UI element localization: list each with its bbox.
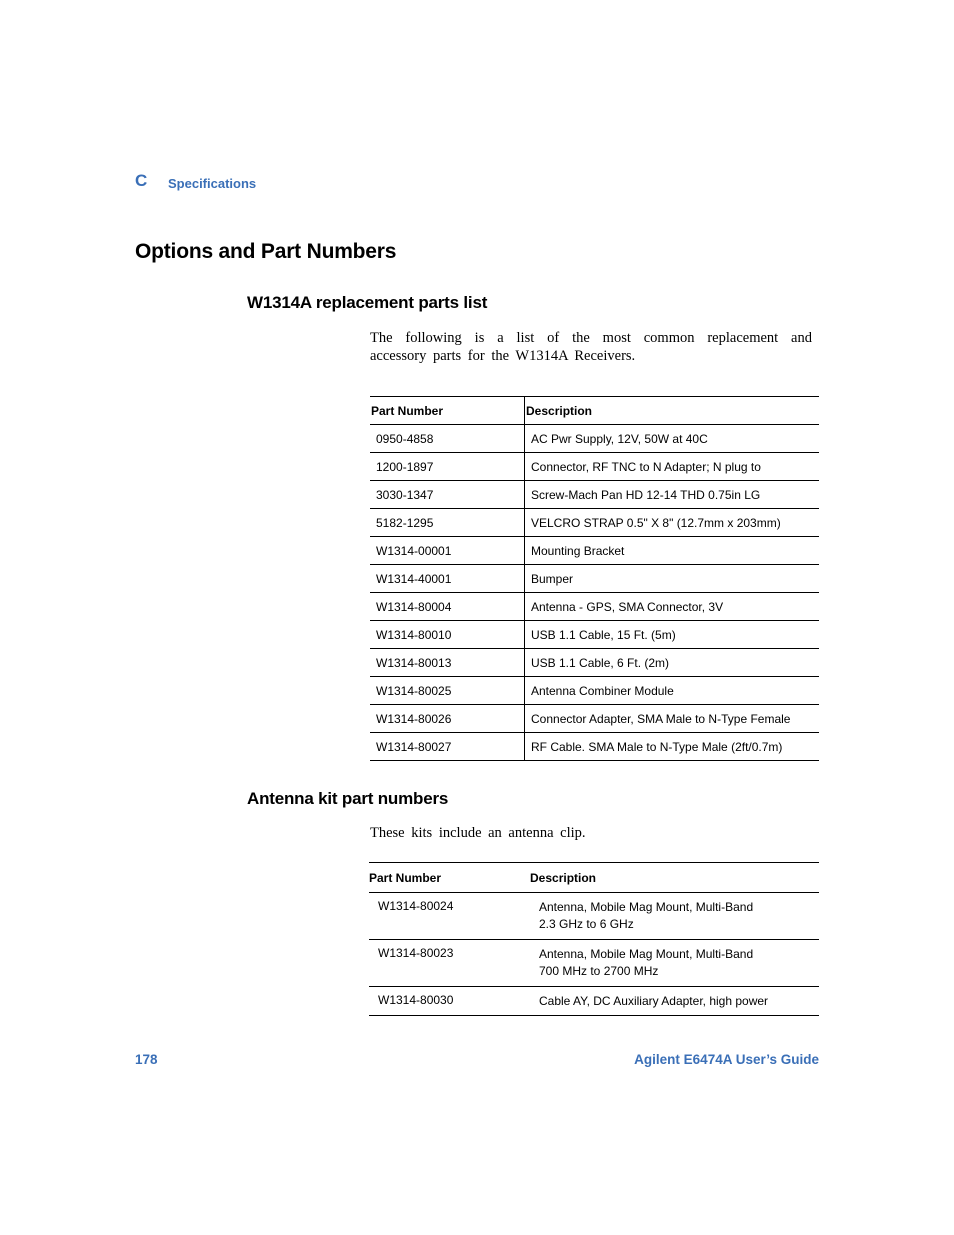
table-row (370, 705, 819, 733)
description-line: Antenna, Mobile Mag Mount, Multi-Band (539, 947, 754, 961)
antenna-kits-intro: These kits include an antenna clip. (370, 825, 586, 841)
description-cell: Connector Adapter, SMA Male to N-Type Female (531, 711, 791, 726)
table-row (370, 593, 819, 621)
table-row (370, 481, 819, 509)
part-number-cell: 1200-1897 (370, 453, 525, 481)
description-cell: Mounting Bracket (531, 543, 625, 558)
description-cell: USB 1.1 Cable, 15 Ft. (5m) (531, 627, 676, 642)
part-number-cell: W1314-80030 (378, 993, 454, 1007)
replacement-parts-intro: The following is a list of the most common replacement and accessory parts for the W1314A Receivers. (370, 330, 812, 364)
part-number-cell: W1314-80024 (378, 899, 454, 913)
part-number-cell: W1314-80013 (370, 649, 525, 677)
table-header-row (370, 397, 819, 425)
column-header-part-number: Part Number (370, 397, 525, 425)
table-row (370, 537, 819, 565)
table-row (370, 733, 819, 761)
description-line: 2.3 GHz to 6 GHz (539, 917, 634, 931)
table-row (369, 940, 819, 987)
part-number-cell: 3030-1347 (370, 481, 525, 509)
antenna-kits-heading: Antenna kit part numbers (247, 789, 449, 808)
table-row (370, 649, 819, 677)
part-number-cell: W1314-80025 (370, 677, 525, 705)
part-number-cell: W1314-00001 (370, 537, 525, 565)
description-cell: VELCRO STRAP 0.5" X 8" (12.7mm x 203mm) (531, 515, 781, 530)
table-row (370, 509, 819, 537)
description-cell (530, 940, 819, 987)
part-number-cell: 5182-1295 (370, 509, 525, 537)
description-cell: Screw-Mach Pan HD 12-14 THD 0.75in LG (531, 487, 761, 502)
table-row (370, 621, 819, 649)
table-row (369, 893, 819, 940)
description-cell: USB 1.1 Cable, 6 Ft. (2m) (531, 655, 670, 670)
description-cell: Bumper (531, 571, 574, 586)
description-cell: Antenna - GPS, SMA Connector, 3V (531, 599, 724, 614)
description-cell: Antenna Combiner Module (531, 683, 674, 698)
column-header-description: Description (530, 870, 597, 885)
chapter-letter: C (135, 171, 148, 190)
table-row (370, 565, 819, 593)
guide-title: Agilent E6474A User’s Guide (634, 1052, 819, 1067)
description-cell: RF Cable. SMA Male to N-Type Male (2ft/0.7m) (531, 739, 783, 754)
part-number-cell: W1314-80010 (370, 621, 525, 649)
table-header-row (369, 863, 819, 893)
replacement-parts-table (370, 396, 819, 761)
description-line: 700 MHz to 2700 MHz (539, 964, 659, 978)
column-header-description: Description (526, 403, 593, 418)
table-row (370, 677, 819, 705)
part-number-cell: W1314-80023 (378, 946, 454, 960)
description-cell: Connector, RF TNC to N Adapter; N plug to (531, 459, 761, 474)
description-cell: AC Pwr Supply, 12V, 50W at 40C (531, 431, 708, 446)
section-title: Options and Part Numbers (135, 240, 397, 263)
antenna-kits-table (369, 862, 819, 1016)
column-header-part-number: Part Number (369, 870, 442, 885)
description-cell (530, 893, 819, 940)
part-number-cell: W1314-80004 (370, 593, 525, 621)
part-number-cell: W1314-80026 (370, 705, 525, 733)
chapter-title: Specifications (168, 176, 257, 191)
description-cell (530, 987, 819, 1016)
description-line: Cable AY, DC Auxiliary Adapter, high power (539, 994, 769, 1008)
table-row (369, 987, 819, 1016)
page-number: 178 (135, 1052, 158, 1067)
part-number-cell: W1314-40001 (370, 565, 525, 593)
part-number-cell: 0950-4858 (370, 425, 525, 453)
part-number-cell: W1314-80027 (370, 733, 525, 761)
table-row (370, 425, 819, 453)
description-line: Antenna, Mobile Mag Mount, Multi-Band (539, 900, 754, 914)
table-row (370, 453, 819, 481)
replacement-parts-heading: W1314A replacement parts list (247, 293, 488, 312)
